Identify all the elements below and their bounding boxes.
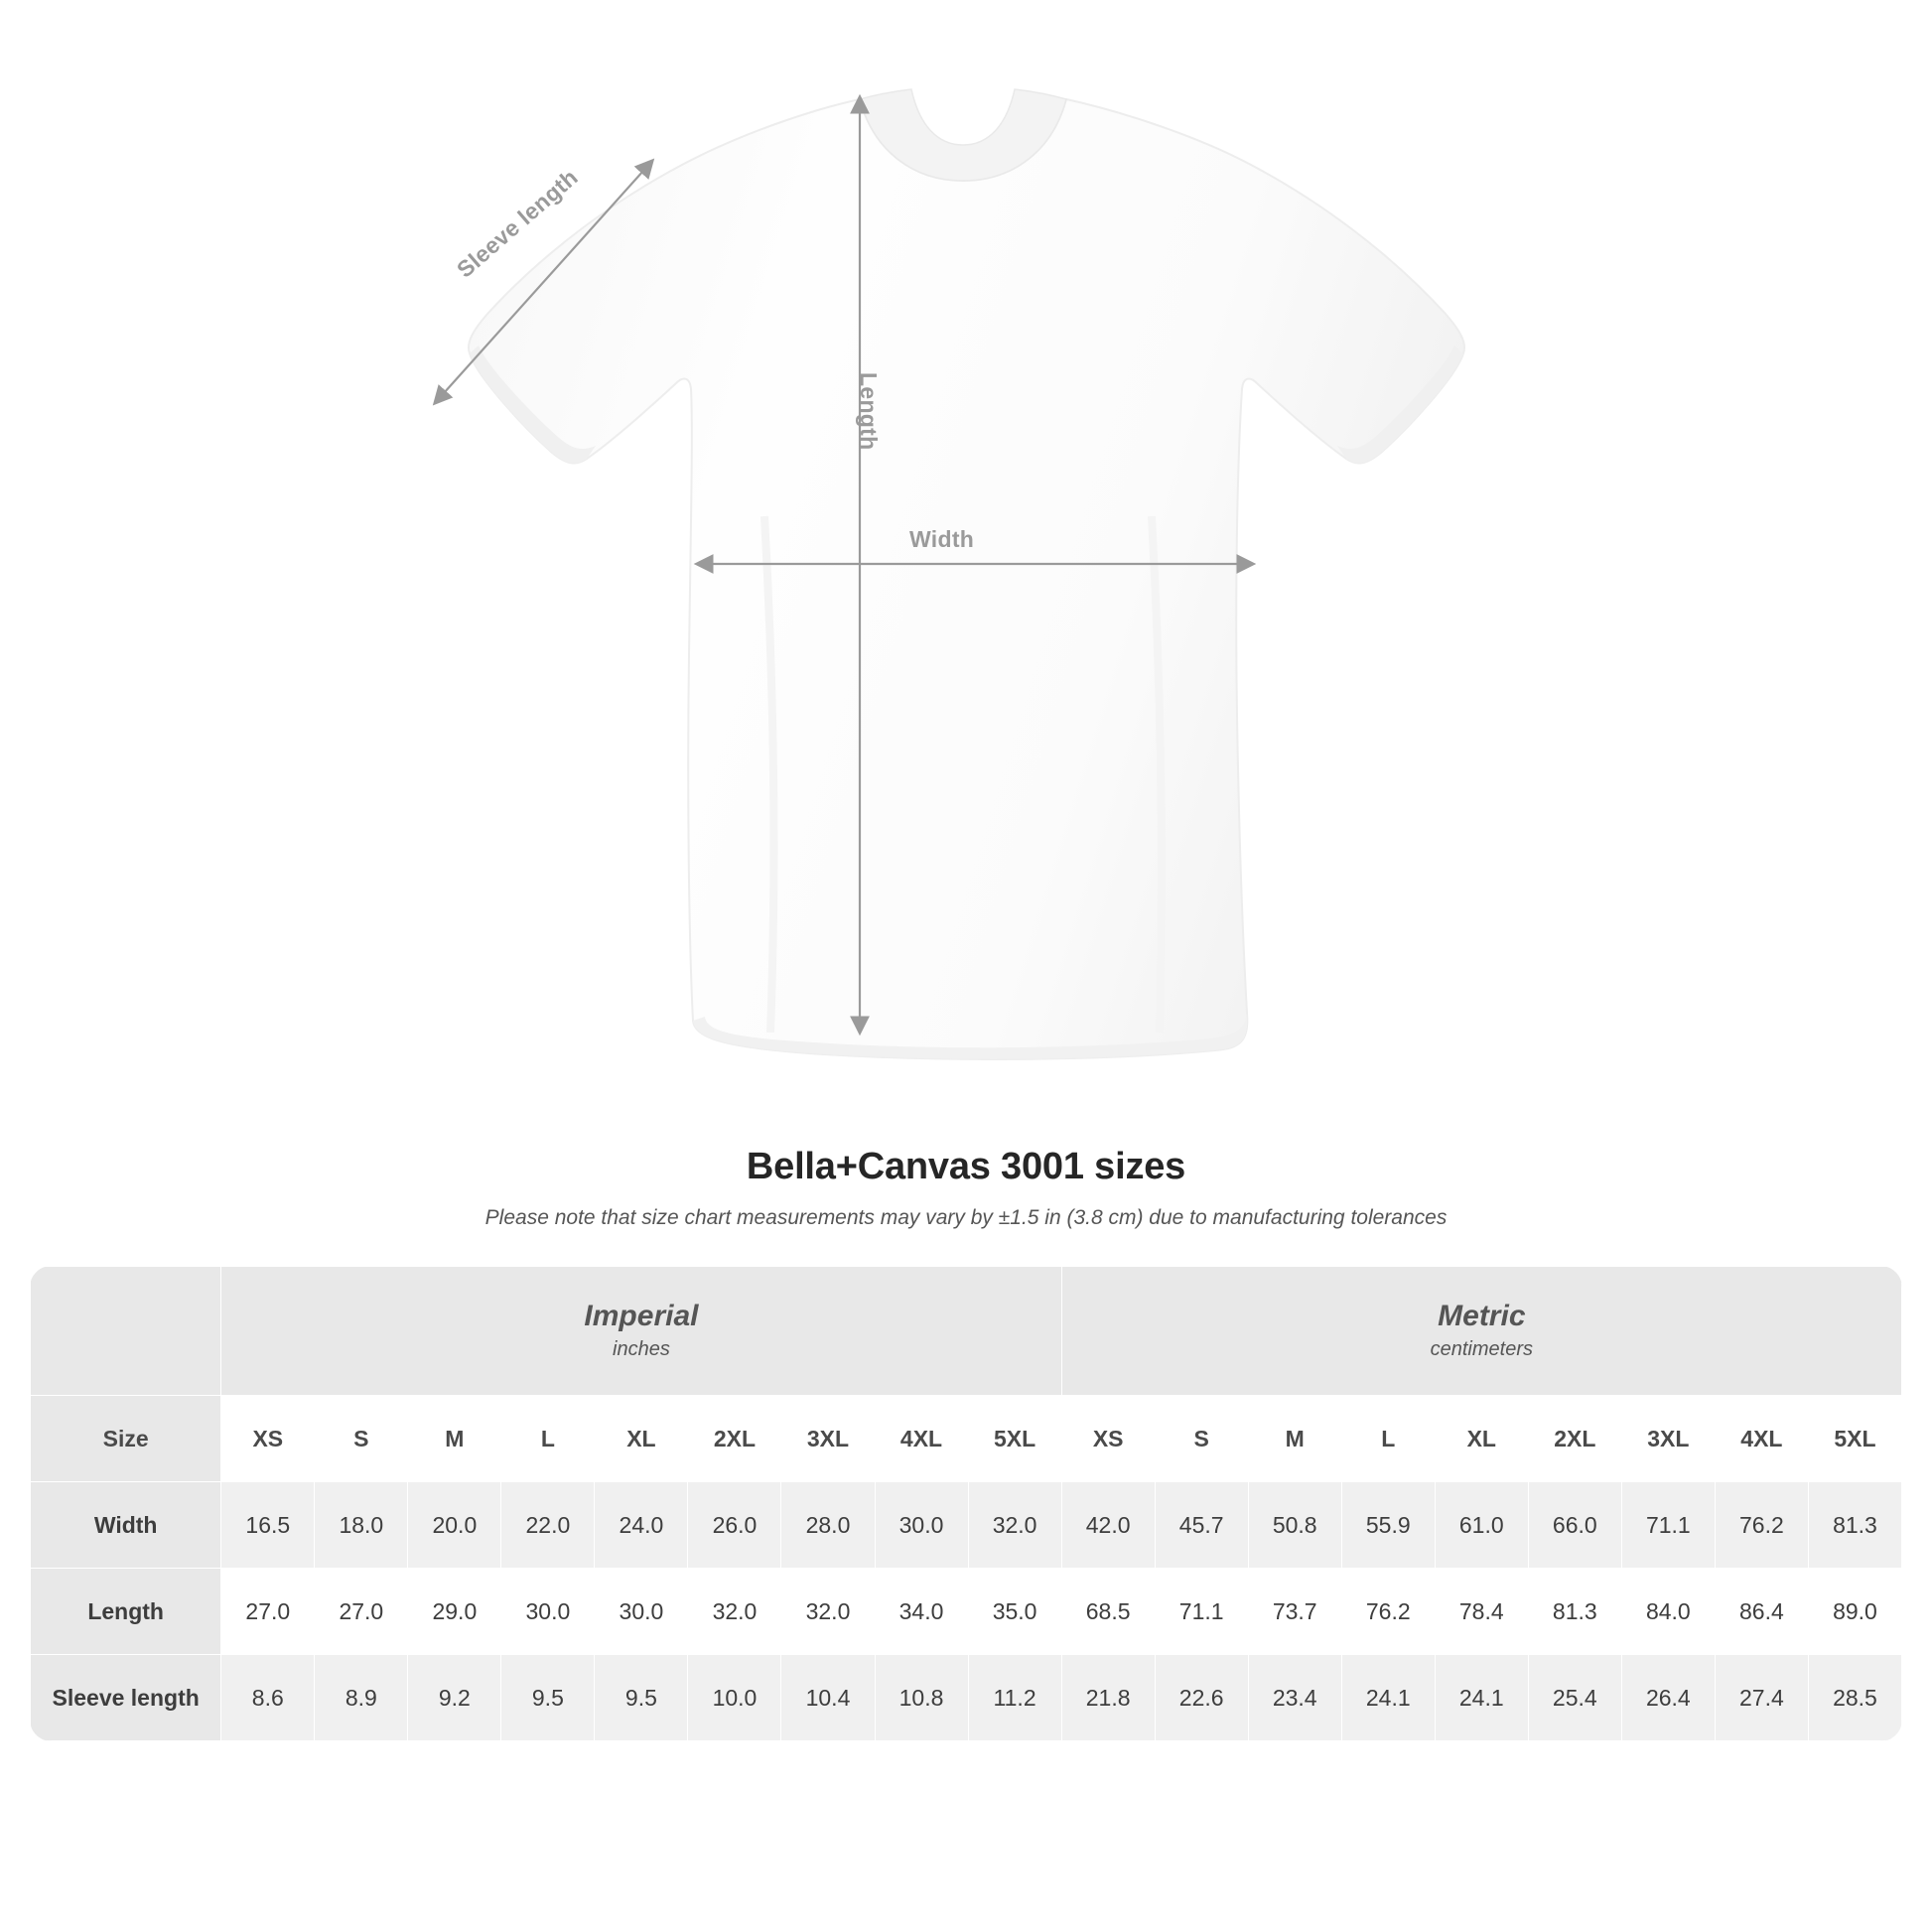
page-title: Bella+Canvas 3001 sizes xyxy=(746,1146,1186,1187)
cell: 32.0 xyxy=(968,1482,1061,1569)
tolerance-note: Please note that size chart measurements may vary by ±1.5 in (3.8 cm) due to manufacturing tolerances xyxy=(484,1206,1448,1229)
cell: 9.5 xyxy=(501,1655,595,1741)
size-header-cell: 3XL xyxy=(1621,1396,1715,1482)
size-header-cell: L xyxy=(501,1396,595,1482)
cell: 9.2 xyxy=(408,1655,501,1741)
cell: 16.5 xyxy=(221,1482,315,1569)
cell: 76.2 xyxy=(1341,1569,1435,1655)
cell: 26.0 xyxy=(688,1482,781,1569)
size-header-cell: XS xyxy=(221,1396,315,1482)
width-label: Width xyxy=(909,526,975,552)
size-header-cell: S xyxy=(315,1396,408,1482)
cell: 27.0 xyxy=(221,1569,315,1655)
cell: 61.0 xyxy=(1435,1482,1528,1569)
cell: 24.1 xyxy=(1341,1655,1435,1741)
size-header-cell: 2XL xyxy=(688,1396,781,1482)
cell: 50.8 xyxy=(1248,1482,1341,1569)
cell: 27.0 xyxy=(315,1569,408,1655)
imperial-name: Imperial xyxy=(584,1299,699,1332)
corner-cell xyxy=(31,1267,221,1396)
cell: 21.8 xyxy=(1061,1655,1155,1741)
cell: 11.2 xyxy=(968,1655,1061,1741)
cell: 66.0 xyxy=(1528,1482,1621,1569)
cell: 30.0 xyxy=(875,1482,968,1569)
row-label: Width xyxy=(31,1482,221,1569)
cell: 71.1 xyxy=(1621,1482,1715,1569)
size-table xyxy=(30,1266,1902,1741)
table-row xyxy=(31,1482,1902,1569)
size-table-wrapper xyxy=(30,1266,1902,1741)
cell: 28.5 xyxy=(1808,1655,1901,1741)
cell: 8.9 xyxy=(315,1655,408,1741)
cell: 18.0 xyxy=(315,1482,408,1569)
size-header-label: Size xyxy=(31,1396,221,1482)
cell: 81.3 xyxy=(1528,1569,1621,1655)
size-header-cell: XL xyxy=(1435,1396,1528,1482)
unit-header-row xyxy=(31,1267,1902,1396)
cell: 24.0 xyxy=(595,1482,688,1569)
tshirt-shape xyxy=(469,89,1464,1059)
size-header-cell: 4XL xyxy=(1715,1396,1808,1482)
size-header-cell: 3XL xyxy=(781,1396,875,1482)
cell: 10.4 xyxy=(781,1655,875,1741)
row-label: Length xyxy=(31,1569,221,1655)
cell: 27.4 xyxy=(1715,1655,1808,1741)
cell: 22.6 xyxy=(1155,1655,1248,1741)
metric-sub: centimeters xyxy=(1430,1338,1533,1361)
size-header-cell: L xyxy=(1341,1396,1435,1482)
cell: 78.4 xyxy=(1435,1569,1528,1655)
size-header-cell: 2XL xyxy=(1528,1396,1621,1482)
metric-header xyxy=(1061,1267,1901,1396)
cell: 23.4 xyxy=(1248,1655,1341,1741)
size-header-cell: S xyxy=(1155,1396,1248,1482)
table-row xyxy=(31,1569,1902,1655)
cell: 71.1 xyxy=(1155,1569,1248,1655)
imperial-sub: inches xyxy=(613,1338,670,1361)
size-header-row xyxy=(31,1396,1902,1482)
size-header-cell: M xyxy=(1248,1396,1341,1482)
imperial-header xyxy=(221,1267,1061,1396)
cell: 10.0 xyxy=(688,1655,781,1741)
cell: 20.0 xyxy=(408,1482,501,1569)
cell: 42.0 xyxy=(1061,1482,1155,1569)
sleeve-length-label: Sleeve length xyxy=(452,164,583,283)
metric-name: Metric xyxy=(1438,1299,1526,1332)
cell: 35.0 xyxy=(968,1569,1061,1655)
size-header-cell: 5XL xyxy=(968,1396,1061,1482)
cell: 24.1 xyxy=(1435,1655,1528,1741)
cell: 25.4 xyxy=(1528,1655,1621,1741)
size-header-cell: 4XL xyxy=(875,1396,968,1482)
cell: 84.0 xyxy=(1621,1569,1715,1655)
cell: 86.4 xyxy=(1715,1569,1808,1655)
cell: 29.0 xyxy=(408,1569,501,1655)
cell: 34.0 xyxy=(875,1569,968,1655)
size-header-cell: XS xyxy=(1061,1396,1155,1482)
cell: 9.5 xyxy=(595,1655,688,1741)
cell: 32.0 xyxy=(781,1569,875,1655)
cell: 68.5 xyxy=(1061,1569,1155,1655)
cell: 55.9 xyxy=(1341,1482,1435,1569)
title-block xyxy=(0,1146,1932,1230)
cell: 8.6 xyxy=(221,1655,315,1741)
length-label: Length xyxy=(856,372,882,451)
cell: 30.0 xyxy=(501,1569,595,1655)
cell: 10.8 xyxy=(875,1655,968,1741)
cell: 81.3 xyxy=(1808,1482,1901,1569)
table-row xyxy=(31,1655,1902,1741)
cell: 73.7 xyxy=(1248,1569,1341,1655)
cell: 28.0 xyxy=(781,1482,875,1569)
cell: 89.0 xyxy=(1808,1569,1901,1655)
cell: 76.2 xyxy=(1715,1482,1808,1569)
size-header-cell: 5XL xyxy=(1808,1396,1901,1482)
row-label: Sleeve length xyxy=(31,1655,221,1741)
cell: 30.0 xyxy=(595,1569,688,1655)
size-header-cell: XL xyxy=(595,1396,688,1482)
cell: 22.0 xyxy=(501,1482,595,1569)
cell: 45.7 xyxy=(1155,1482,1248,1569)
size-header-cell: M xyxy=(408,1396,501,1482)
cell: 26.4 xyxy=(1621,1655,1715,1741)
cell: 32.0 xyxy=(688,1569,781,1655)
